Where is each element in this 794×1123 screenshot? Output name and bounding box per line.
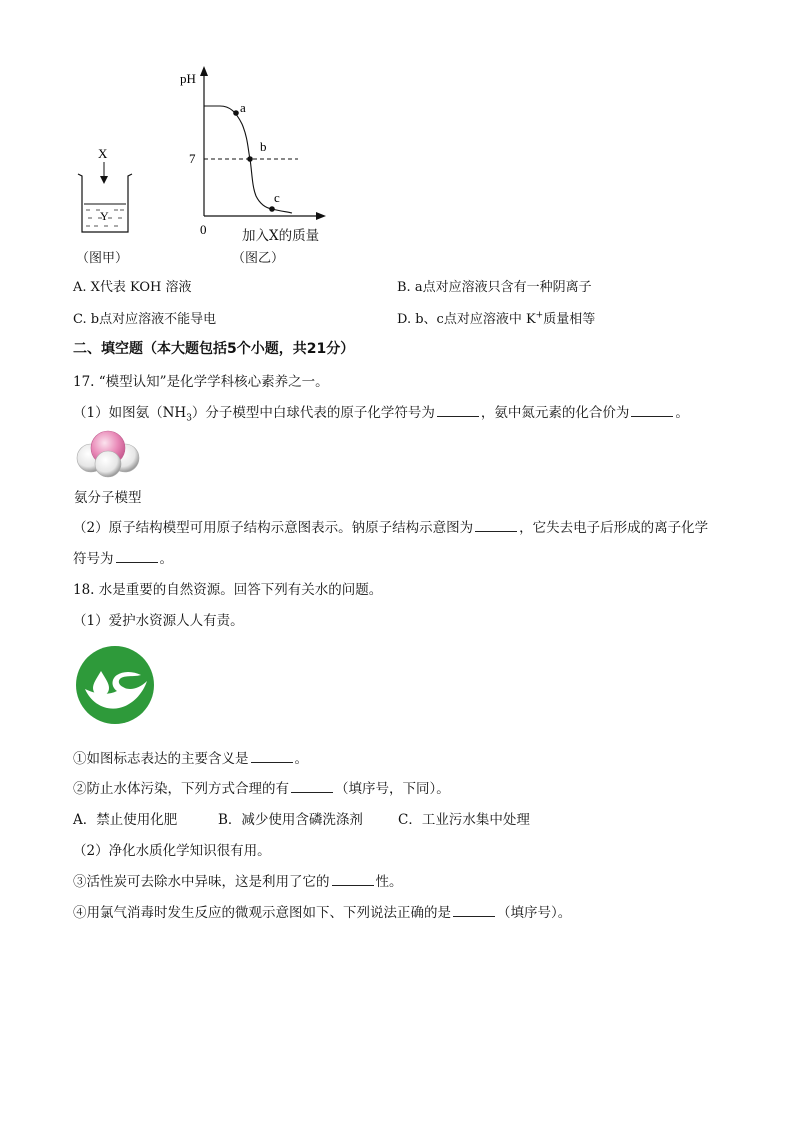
- q17-blank-1[interactable]: [437, 404, 479, 417]
- y-axis-label: pH: [180, 71, 196, 86]
- q18-s4: [73, 901, 571, 921]
- q18-s3-text: ③活性炭可去除水中异味，这是利用了它的: [73, 874, 330, 890]
- y-tick-7: 7: [189, 151, 196, 166]
- origin-label: 0: [200, 222, 207, 237]
- q17-part1-text: （1）如图氨（NH: [73, 405, 187, 421]
- q17-stem: 17. “模型认知”是化学学科核心素养之一。: [73, 374, 329, 390]
- q18-s3-text2: 性。: [375, 874, 403, 890]
- q17-part1-text2: ）分子模型中白球代表的原子化学符号为: [191, 405, 435, 421]
- point-b: [247, 156, 253, 162]
- q18-s2-text: ②防止水体污染，下列方式合理的有: [73, 781, 289, 797]
- q17-subscript: 3: [186, 413, 192, 424]
- q18-s1-text2: 。: [294, 751, 308, 767]
- q17-part1-text4: 。: [675, 405, 689, 421]
- ammonia-model-image: [74, 428, 144, 480]
- q18-option-c: C．工业污水集中处理: [398, 812, 530, 828]
- q18-s1: [73, 747, 308, 767]
- q18-part1: （1）爱护水资源人人有责。: [73, 613, 244, 629]
- q18-blank-3[interactable]: [332, 873, 374, 886]
- x-axis-label: 加入X的质量: [242, 228, 320, 244]
- q17-part2-cont: [73, 547, 173, 567]
- ammonia-model-caption: 氨分子模型: [74, 490, 142, 506]
- beaker-figure: [70, 140, 140, 240]
- q18-stem: 18. 水是重要的自然资源。回答下列有关水的问题。: [73, 582, 383, 598]
- section-title: 二、填空题（本大题包括5个小题，共21分）: [73, 341, 355, 357]
- beaker-y-label: Y: [100, 209, 109, 223]
- caption-figure-b: （图乙）: [232, 251, 285, 266]
- ph-curve-figure: [180, 62, 340, 242]
- option-a: A. X代表 KOH 溶液: [73, 280, 192, 295]
- option-d-text-end: 质量相等: [543, 312, 596, 327]
- q18-s2-text2: （填序号，下同）。: [335, 781, 450, 797]
- q17-blank-2[interactable]: [631, 404, 673, 417]
- q18-option-b: B．减少使用含磷洗涤剂: [218, 812, 363, 828]
- q18-s2: [73, 777, 450, 797]
- q17-part2: [73, 516, 708, 536]
- q18-s4-text: ④用氯气消毒时发生反应的微观示意图如下、下列说法正确的是: [73, 905, 451, 921]
- q18-s4-text2: （填序号）。: [497, 905, 572, 921]
- q17-blank-4[interactable]: [116, 550, 158, 563]
- beaker-x-label: X: [98, 146, 108, 161]
- q18-s1-text: ①如图标志表达的主要含义是: [73, 751, 249, 767]
- q17-part2-text2: ，它失去电子后形成的离子化学: [519, 520, 709, 536]
- point-c-label: c: [274, 190, 280, 205]
- point-a: [233, 110, 239, 116]
- q18-blank-1[interactable]: [251, 750, 293, 763]
- option-d-superscript: +: [535, 310, 544, 321]
- q17-part1: [73, 401, 689, 424]
- q18-blank-4[interactable]: [453, 904, 495, 917]
- q17-blank-3[interactable]: [475, 519, 517, 532]
- q18-s3: [73, 870, 403, 890]
- q17-part1-text3: ，氨中氮元素的化合价为: [480, 405, 630, 421]
- caption-figure-a: （图甲）: [76, 251, 129, 266]
- q17-part2-text4: 。: [159, 551, 173, 567]
- q18-part2: （2）净化水质化学知识很有用。: [73, 843, 271, 859]
- water-saving-logo-icon: [75, 645, 155, 725]
- q18-option-a: A．禁止使用化肥: [73, 812, 178, 828]
- option-d-text: D. b、c点对应溶液中 K: [397, 312, 536, 327]
- q17-part2-text3: 符号为: [73, 551, 114, 567]
- q18-blank-2[interactable]: [291, 780, 333, 793]
- point-b-label: b: [260, 139, 267, 154]
- point-c: [269, 206, 275, 212]
- option-b: B. a点对应溶液只含有一种阴离子: [397, 280, 592, 295]
- q17-part2-text: （2）原子结构模型可用原子结构示意图表示。钠原子结构示意图为: [73, 520, 474, 536]
- point-a-label: a: [240, 100, 246, 115]
- option-c: C. b点对应溶液不能导电: [73, 312, 217, 327]
- option-d: [397, 308, 595, 327]
